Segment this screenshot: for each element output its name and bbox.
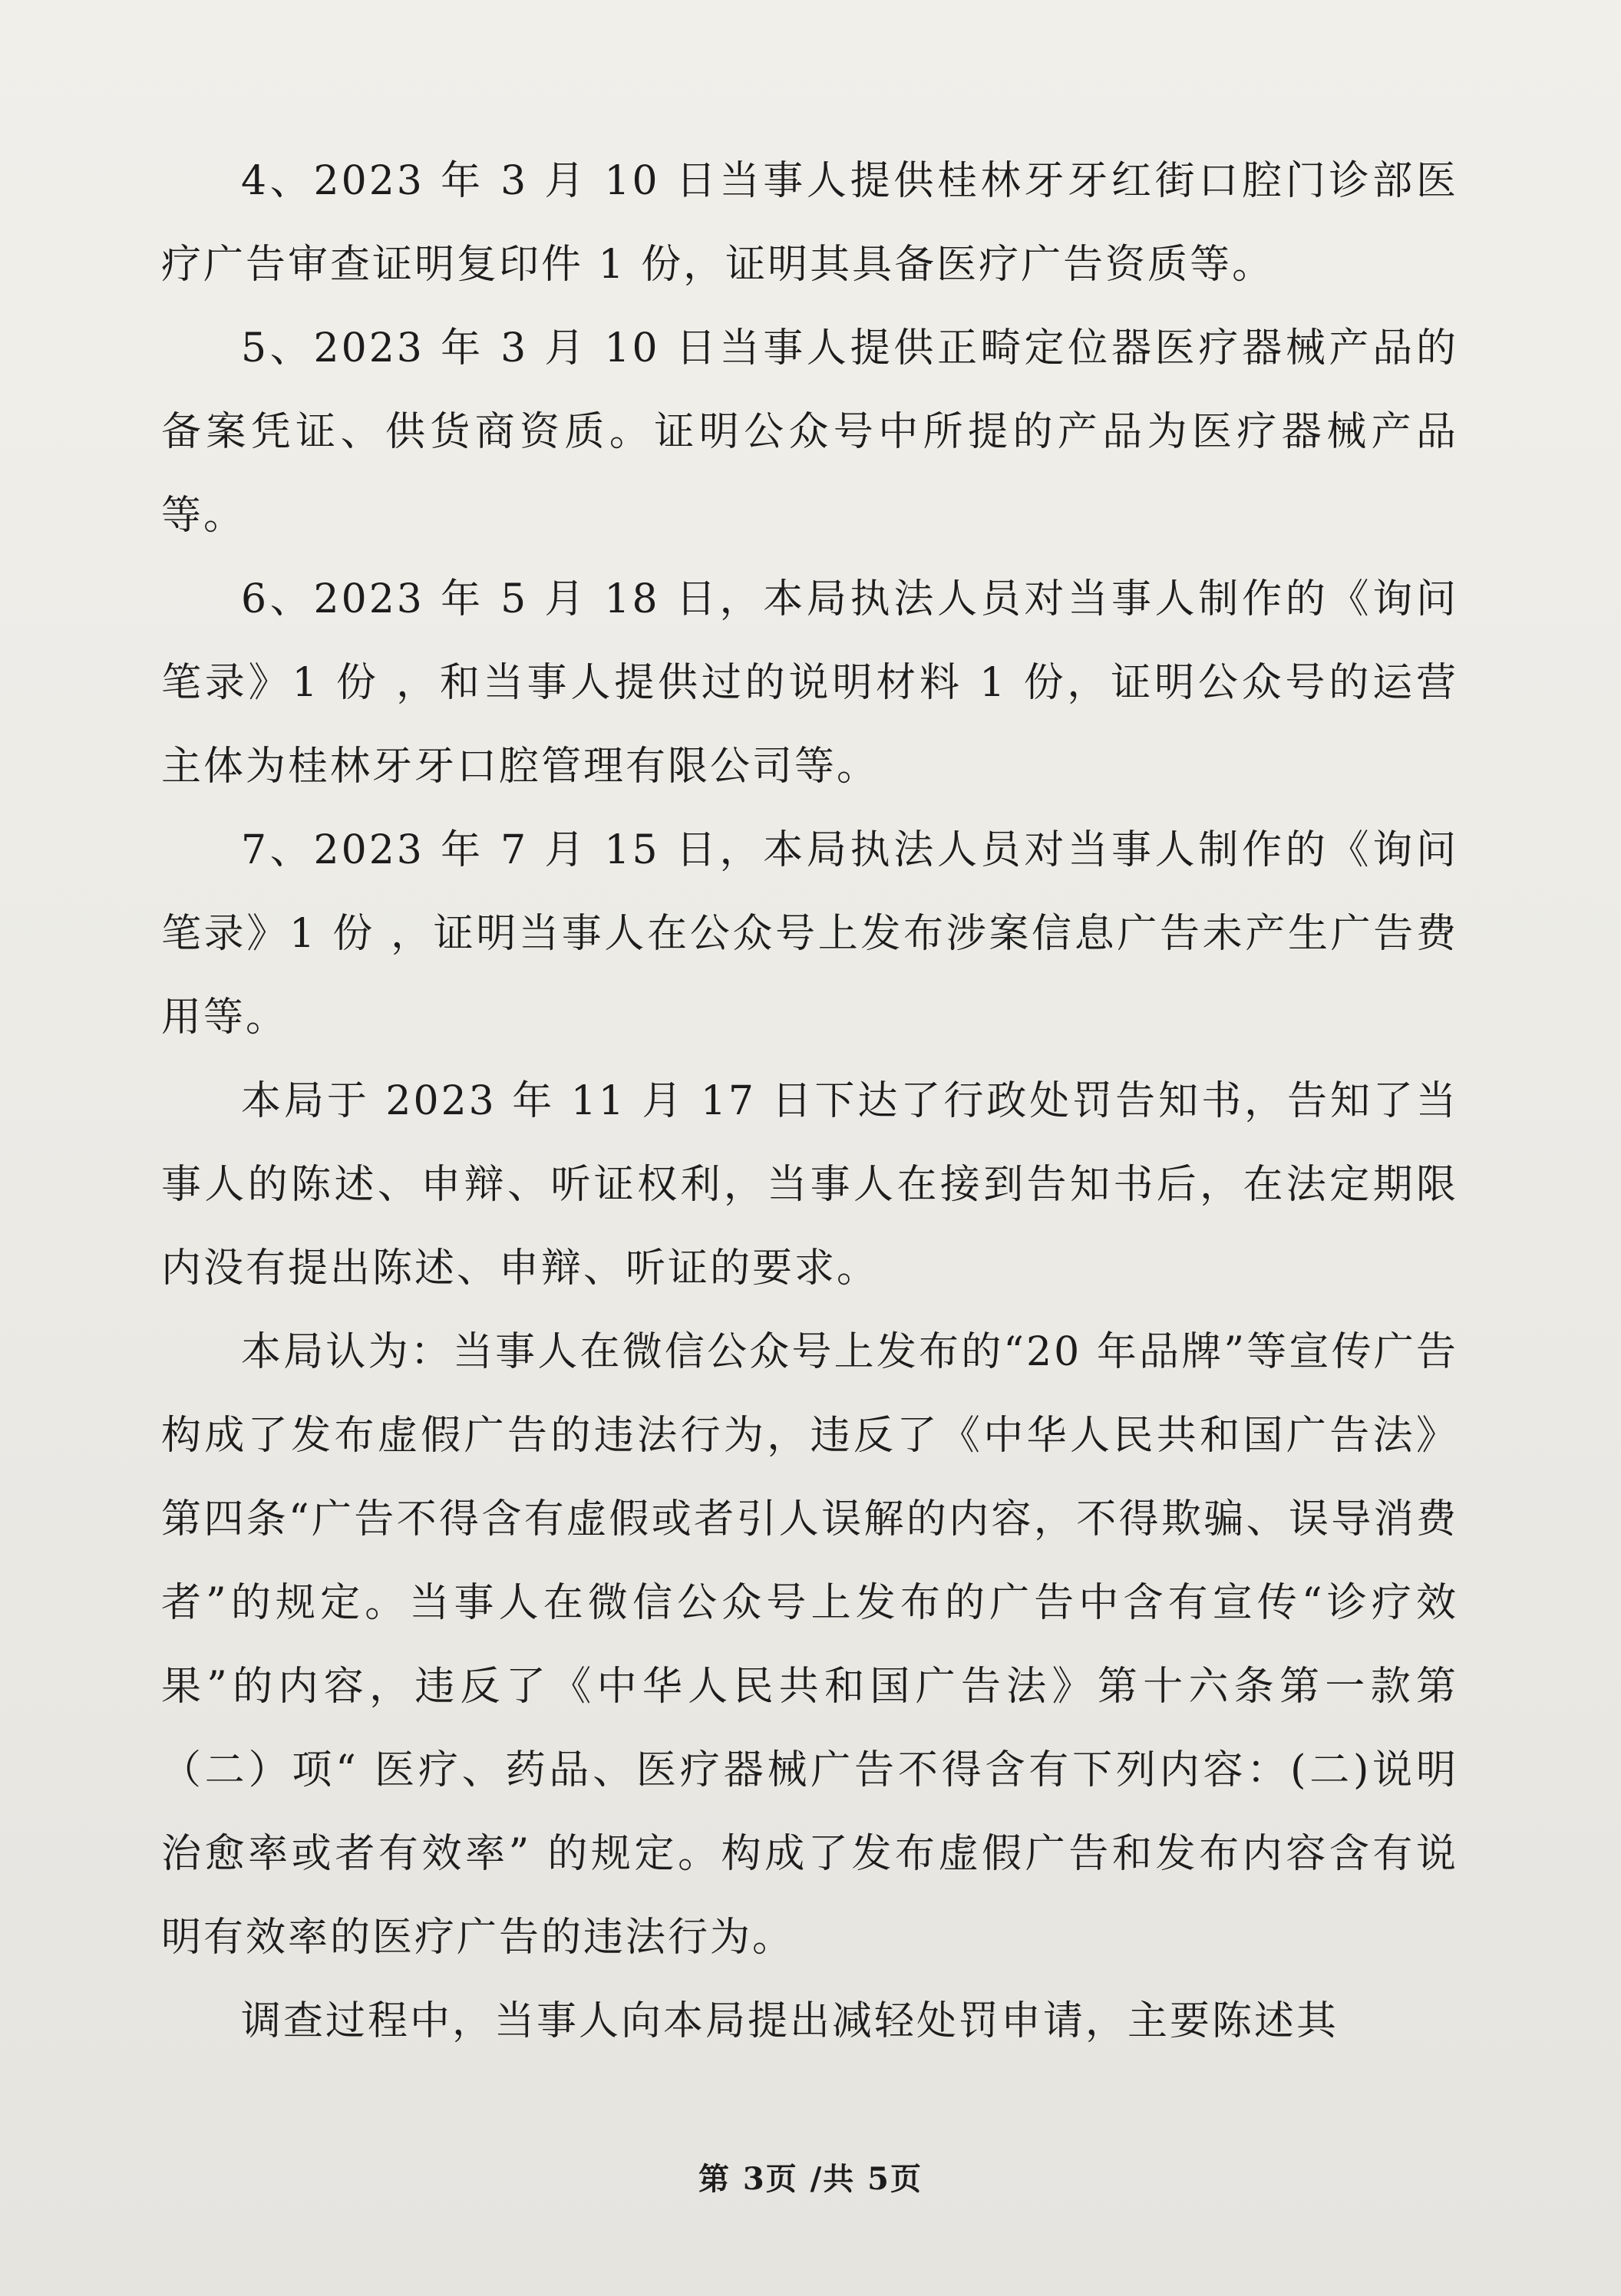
evidence-item-6: 6、2023 年 5 月 18 日，本局执法人员对当事人制作的《询问笔录》1 份 ，和当事人提供过的说明材料 1 份，证明公众号的运营主体为桂林牙牙口腔管理有限公司等。 <box>161 576 1458 790</box>
evidence-item-4: 4、2023 年 3 月 10 日当事人提供桂林牙牙红街口腔门诊部医疗广告审查证明复印件 1 份，证明其具备医疗广告资质等。 <box>161 158 1458 288</box>
evidence-item-5: 5、2023 年 3 月 10 日当事人提供正畸定位器医疗器械产品的备案凭证、供货商资质。证明公众号中所提的产品为医疗器械产品等。 <box>161 325 1458 539</box>
finding-paragraph: 本局认为：当事人在微信公众号上发布的“20 年品牌”等宣传广告构成了发布虚假广告的违法行为，违反了《中华人民共和国广告法》第四条“广告不得含有虚假或者引人误解的内容，不得欺骗、误导消费者”的规定。当事人在微信公众号上发布的广告中含有宣传“诊疗效果”的内容，违反了《中华人民共和国广告法》第十六条第一款第（二）项“ 医疗、药品、医疗器械广告不得含有下列内容：(二)说明治愈率或者有效率” 的规定。构成了发布虚假广告和发布内容含有说明有效率的医疗广告的违法行为。 <box>161 1329 1458 1961</box>
document-body <box>161 140 1458 2063</box>
investigation-paragraph: 调查过程中，当事人向本局提出减轻处罚申请，主要陈述其 <box>241 1998 1339 2044</box>
evidence-item-7: 7、2023 年 7 月 15 日，本局执法人员对当事人制作的《询问笔录》1 份 ，证明当事人在公众号上发布涉案信息广告未产生广告费用等。 <box>161 827 1458 1041</box>
page-footer <box>0 2155 1621 2199</box>
notice-paragraph: 本局于 2023 年 11 月 17 日下达了行政处罚告知书，告知了当事人的陈述、申辩、听证权利，当事人在接到告知书后，在法定期限内没有提出陈述、申辩、听证的要求。 <box>161 1078 1458 1292</box>
page-number: 第 3页 /共 5页 <box>698 2161 923 2197</box>
